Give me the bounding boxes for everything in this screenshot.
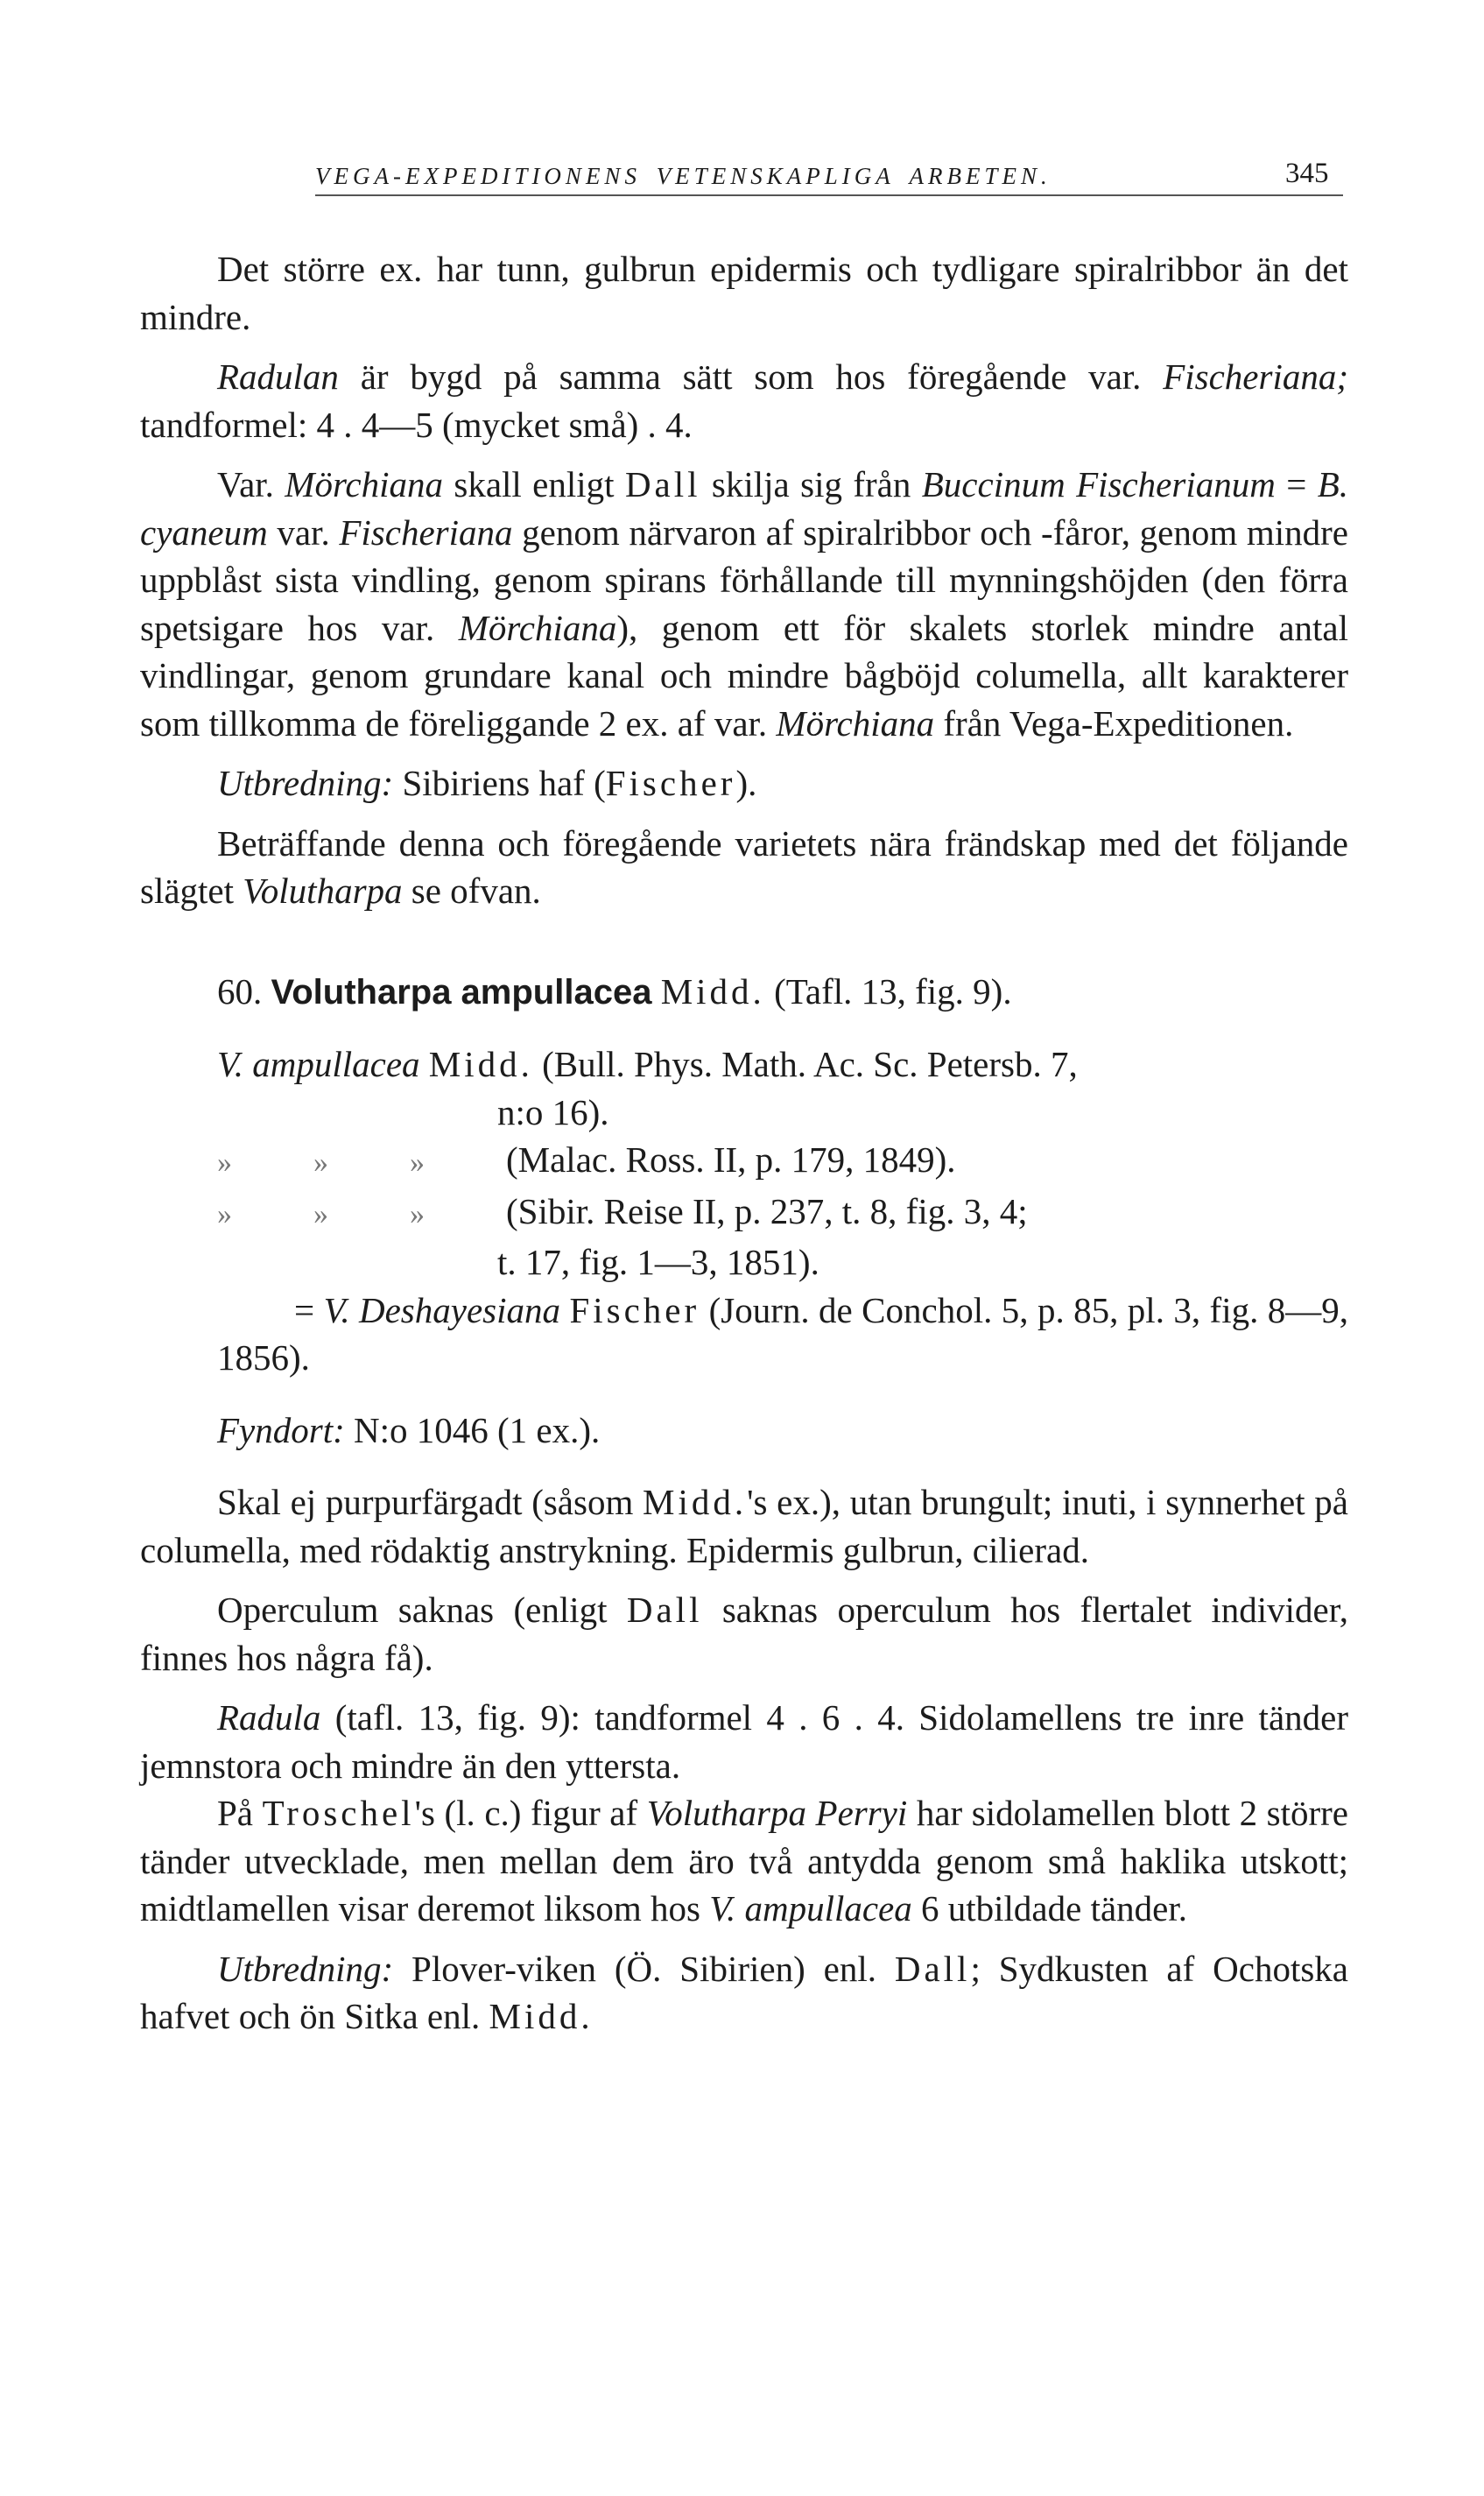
taxon-volutharpa: Volutharpa — [243, 871, 403, 911]
author-dall: Dall — [624, 464, 701, 504]
term-radula: Radula — [217, 1697, 321, 1738]
synonym-name: V. ampullacea — [217, 1044, 420, 1084]
paragraph-morchiana: Var. Mörchiana skall enligt Dall skilja sig från Buccinum Fischerianum = B. cyaneum var. Fischeriana genom närvaron af spiralribbor och -fåror, genom mindre uppblåst sista vindling, genom spirans förhållande till mynningshöjden (den förra spetsigare hos var. Mörchiana), genom ett för skalets storlek mindre antal vindlingar, genom grundare kanal och mindre bågböjd columella, allt karakterer som tillkomma de föreliggande 2 ex. af var. Mörchiana från Vega-Expeditionen. — [140, 464, 1349, 744]
species-plate-ref: (Tafl. 13, fig. 9). — [764, 970, 1012, 1012]
paragraph-radulan: Radulan är bygd på samma sätt som hos föregående var. Fischeriana; tandformel: 4 . 4—5 (mycket små) . 4. — [140, 356, 1348, 445]
paragraph-epidermis: Det större ex. har tunn, gulbrun epidermis och tydligare spiralribbor än det mindre. — [140, 249, 1348, 337]
header-rule — [315, 194, 1343, 196]
species-heading — [140, 968, 1348, 1017]
paragraph-fyndort: Fyndort: N:o 1046 (1 ex.). — [217, 1409, 601, 1450]
paragraph-utbredning-2: Utbredning: Plover-viken (Ö. Sibirien) enl. Dall; Sydkusten af Ochotska hafvet och ön Sitka enl. Midd. — [140, 1948, 1348, 2036]
paragraph-utbredning-1: Utbredning: Sibiriens haf (Fischer). — [217, 763, 757, 803]
label-fyndort: Fyndort: — [217, 1409, 345, 1450]
paragraph-frandskap: Beträffande denna och föregående varietets nära frändskap med det följande slägtet Volutharpa se ofvan. — [140, 822, 1348, 911]
term-radulan: Radulan — [217, 356, 339, 397]
paragraph-skal: Skal ej purpurfärgadt (såsom Midd.'s ex.), utan brungult; inuti, i synnerhet på columella, med rödaktig anstrykning. Epidermis gulbrun, cilierad. — [140, 1482, 1348, 1570]
author-dall: Dall — [626, 1590, 703, 1630]
taxon-morchiana: Mörchiana — [285, 464, 443, 504]
author-fischer: Fischer — [605, 763, 736, 803]
taxon-fischeriana: Fischeriana — [339, 511, 513, 553]
label-utbredning: Utbredning: — [217, 1948, 394, 1989]
ditto-mark: » — [217, 1146, 232, 1179]
page-number: 345 — [1285, 158, 1329, 189]
species-number: 60. — [217, 970, 263, 1012]
paragraph-troschel: På Troschel's (l. c.) figur af Volutharpa Perryi har sidolamellen blott 2 större tänder utvecklade, men mellan dem äro två antydda genom små haklika utskott; midtlamellen visar deremot liksom hos V. ampullacea 6 utbildade tänder. — [140, 1793, 1349, 1928]
taxon-morchiana: Mörchiana — [458, 607, 617, 648]
species-name: Volutharpa ampullacea — [271, 972, 652, 1012]
synonymy-4: = V. Deshayesiana Fischer (Journ. de Conchol. 5, p. 85, pl. 3, fig. 8—9, 1856). — [217, 1289, 1349, 1378]
page-body — [140, 245, 1348, 2041]
author-troschel: Troschel — [262, 1793, 415, 1833]
paragraph-operculum: Operculum saknas (enligt Dall saknas operculum hos flertalet individer, finnes hos några få). — [140, 1590, 1348, 1678]
species-author: Midd. — [660, 970, 765, 1012]
synonymy-3: » » » (Sibir. Reise II, p. 237, t. 8, fig. 3, 4; t. 17, fig. 1—3, 1851). — [217, 1190, 1028, 1282]
synonym-deshayesiana: V. Deshayesiana — [323, 1289, 561, 1330]
taxon-buccinum-fischerianum: Buccinum Fischerianum — [921, 464, 1276, 504]
synonymy-2: » » » (Malac. Ross. II, p. 179, 1849). — [140, 1136, 1348, 1188]
synonymy-1: V. ampullacea Midd. (Bull. Phys. Math. Ac. Sc. Petersb. 7, n:o 16). — [217, 1044, 1078, 1132]
taxon-volutharpa-perryi: Volutharpa Perryi — [646, 1793, 908, 1833]
author-midd: Midd. — [643, 1482, 748, 1522]
author-dall: Dall — [894, 1948, 971, 1989]
taxon-v-ampullacea: V. ampullacea — [709, 1888, 912, 1928]
running-title: VEGA-EXPEDITIONENS VETENSKAPLIGA ARBETEN. — [315, 163, 1051, 189]
author-midd: Midd. — [489, 1996, 594, 2036]
taxon-b-cyaneum: B. cyaneum — [140, 464, 1349, 553]
taxon-fischeriana: Fischeriana; — [1163, 356, 1348, 397]
taxon-morchiana: Mörchiana — [776, 702, 935, 744]
label-utbredning: Utbredning: — [217, 763, 394, 803]
paragraph-radula: Radula (tafl. 13, fig. 9): tandformel 4 . 6 . 4. Sidolamellens tre inre tänder jemnstora och mindre än den yttersta. — [140, 1697, 1348, 1786]
